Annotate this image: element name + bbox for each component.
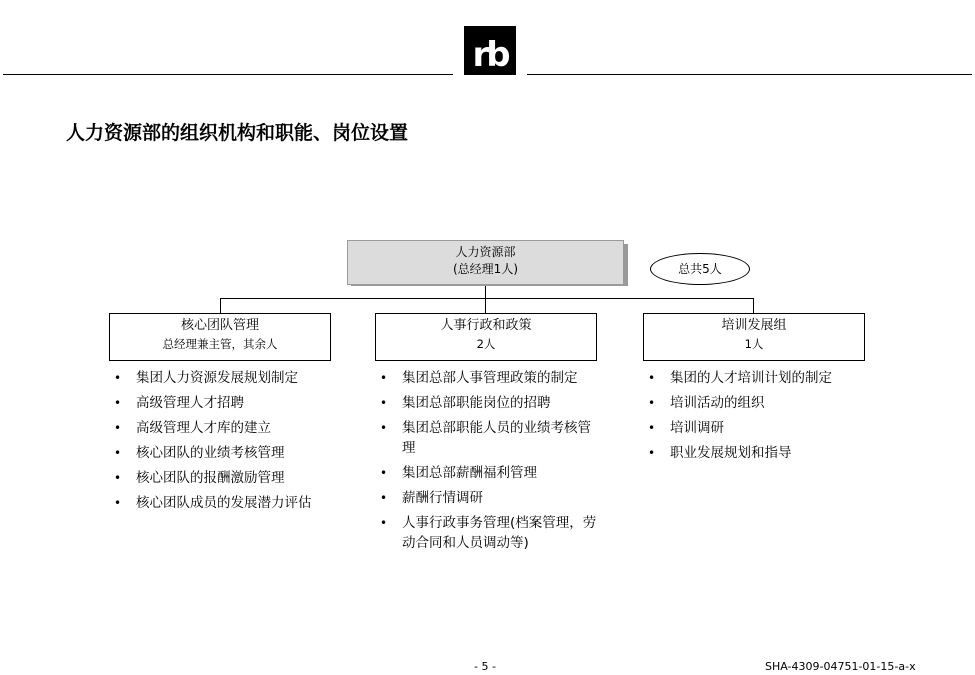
total-headcount-oval: 总共5人 <box>650 253 750 285</box>
dept-headcount: 总经理兼主管，其余人 <box>162 337 278 351</box>
list-item: • 集团总部职能人员的业绩考核管理 <box>376 418 602 458</box>
company-logo <box>464 26 516 75</box>
list-item: • 薪酬行情调研 <box>376 488 602 508</box>
header-rule-left <box>3 74 453 75</box>
dept-headcount: 1人 <box>744 337 764 351</box>
list-item: • 培训活动的组织 <box>644 393 870 413</box>
list-item: • 人事行政事务管理(档案管理，劳动合同和人员调动等) <box>376 513 602 553</box>
document-code: SHA-4309-04751-01-15-a-x <box>765 660 916 673</box>
connector-right-drop <box>753 298 754 314</box>
dept-box-training <box>643 313 865 361</box>
dept-box-personnel-policy <box>375 313 597 361</box>
list-item: • 培训调研 <box>644 418 870 438</box>
list-item: • 职业发展规划和指导 <box>644 443 870 463</box>
list-item: • 集团人力资源发展规划制定 <box>110 368 332 388</box>
page-number: - 5 - <box>474 660 496 673</box>
training-duty-list <box>644 368 870 468</box>
hr-department-head-box <box>347 240 624 285</box>
header-rule-right <box>527 74 972 75</box>
list-item: • 核心团队的业绩考核管理 <box>110 443 332 463</box>
head-name: 人力资源部 <box>455 245 516 259</box>
core-team-duty-list <box>110 368 332 518</box>
personnel-policy-duty-list <box>376 368 602 558</box>
head-note: (总经理1人) <box>453 262 518 276</box>
list-item: • 高级管理人才库的建立 <box>110 418 332 438</box>
page-title: 人力资源部的组织机构和职能、岗位设置 <box>66 122 409 144</box>
list-item: • 核心团队成员的发展潜力评估 <box>110 493 332 513</box>
logo-mark: rb <box>472 35 508 75</box>
list-item: • 集团的人才培训计划的制定 <box>644 368 870 388</box>
dept-name: 培训发展组 <box>721 318 787 333</box>
connector-head-down <box>485 284 486 298</box>
dept-name: 核心团队管理 <box>180 318 259 333</box>
connector-middle-drop <box>485 298 486 314</box>
connector-horizontal <box>220 298 754 299</box>
dept-headcount: 2人 <box>476 337 496 351</box>
list-item: • 高级管理人才招聘 <box>110 393 332 413</box>
list-item: • 集团总部薪酬福利管理 <box>376 463 602 483</box>
dept-name: 人事行政和政策 <box>440 318 532 333</box>
list-item: • 集团总部职能岗位的招聘 <box>376 393 602 413</box>
connector-left-drop <box>220 298 221 314</box>
dept-box-core-team <box>109 313 331 361</box>
list-item: • 核心团队的报酬激励管理 <box>110 468 332 488</box>
list-item: • 集团总部人事管理政策的制定 <box>376 368 602 388</box>
